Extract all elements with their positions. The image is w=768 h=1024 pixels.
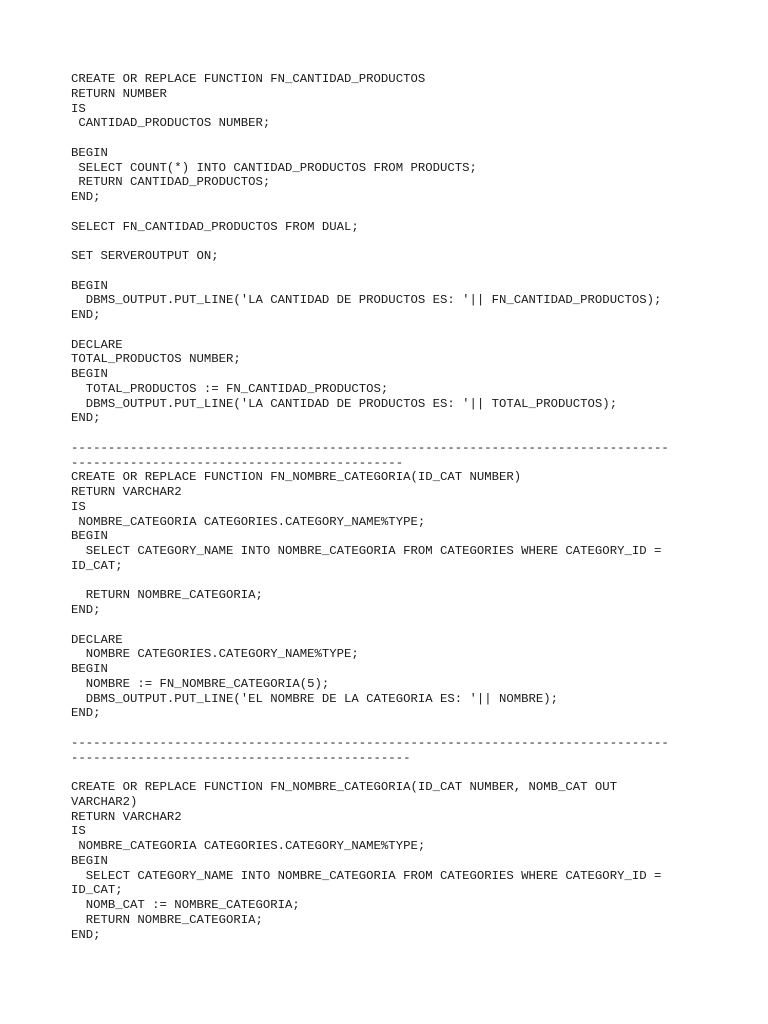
code-line: END; bbox=[71, 927, 101, 942]
code-line: DECLARE bbox=[71, 632, 123, 647]
code-line bbox=[71, 234, 669, 249]
code-line: SELECT COUNT(*) INTO CANTIDAD_PRODUCTOS FROM PRODUCTS; bbox=[71, 160, 477, 175]
code-line: END; bbox=[71, 308, 101, 322]
code-block bbox=[71, 72, 669, 942]
code-line: CREATE OR REPLACE FUNCTION FN_NOMBRE_CATEGORIA(ID_CAT NUMBER, NOMB_CAT OUT bbox=[71, 780, 618, 794]
code-line: --------------------------------------------------------------------------------- bbox=[71, 440, 669, 455]
code-line bbox=[71, 131, 669, 146]
code-line bbox=[71, 205, 669, 220]
code-line: VARCHAR2) bbox=[71, 794, 138, 809]
code-line: END; bbox=[71, 411, 101, 426]
code-line: NOMBRE_CATEGORIA CATEGORIES.CATEGORY_NAME%TYPE; bbox=[71, 839, 426, 853]
code-line: END; bbox=[71, 706, 101, 721]
code-line: RETURN NOMBRE_CATEGORIA; bbox=[71, 588, 263, 603]
code-line: END; bbox=[71, 603, 101, 617]
code-line: SELECT CATEGORY_NAME INTO NOMBRE_CATEGORIA FROM CATEGORIES WHERE CATEGORY_ID = bbox=[71, 868, 662, 883]
code-line: TOTAL_PRODUCTOS := FN_CANTIDAD_PRODUCTOS; bbox=[71, 381, 389, 396]
code-line: NOMB_CAT := NOMBRE_CATEGORIA; bbox=[71, 898, 300, 912]
code-line: END; bbox=[71, 190, 101, 204]
code-line: BEGIN bbox=[71, 145, 108, 160]
code-line: TOTAL_PRODUCTOS NUMBER; bbox=[71, 352, 241, 367]
code-line: RETURN NOMBRE_CATEGORIA; bbox=[71, 912, 263, 927]
code-line: --------------------------------------------------------------------------------- bbox=[71, 735, 669, 750]
code-line: CREATE OR REPLACE FUNCTION FN_CANTIDAD_PRODUCTOS bbox=[71, 72, 426, 86]
code-line: IS bbox=[71, 824, 86, 839]
code-line: SELECT FN_CANTIDAD_PRODUCTOS FROM DUAL; bbox=[71, 219, 359, 234]
code-line: SET SERVEROUTPUT ON; bbox=[71, 249, 219, 263]
code-line bbox=[71, 574, 669, 589]
code-line: ID_CAT; bbox=[71, 883, 123, 898]
code-line: DECLARE bbox=[71, 337, 123, 352]
code-line: DBMS_OUTPUT.PUT_LINE('LA CANTIDAD DE PRODUCTOS ES: '|| TOTAL_PRODUCTOS); bbox=[71, 396, 618, 411]
code-line bbox=[71, 721, 669, 736]
code-line: IS bbox=[71, 499, 86, 514]
code-line: ID_CAT; bbox=[71, 558, 123, 573]
code-line: RETURN CANTIDAD_PRODUCTOS; bbox=[71, 175, 271, 190]
code-line: SELECT CATEGORY_NAME INTO NOMBRE_CATEGORIA FROM CATEGORIES WHERE CATEGORY_ID = bbox=[71, 544, 662, 558]
code-line bbox=[71, 323, 669, 338]
code-line: RETURN VARCHAR2 bbox=[71, 809, 182, 824]
code-line: DBMS_OUTPUT.PUT_LINE('LA CANTIDAD DE PRODUCTOS ES: '|| FN_CANTIDAD_PRODUCTOS); bbox=[71, 293, 662, 308]
code-line: DBMS_OUTPUT.PUT_LINE('EL NOMBRE DE LA CATEGORIA ES: '|| NOMBRE); bbox=[71, 691, 559, 706]
code-line: RETURN NUMBER bbox=[71, 86, 167, 101]
code-line: BEGIN bbox=[71, 367, 108, 381]
code-line: NOMBRE_CATEGORIA CATEGORIES.CATEGORY_NAME%TYPE; bbox=[71, 514, 426, 529]
code-line: CANTIDAD_PRODUCTOS NUMBER; bbox=[71, 116, 271, 131]
code-line: --------------------------------------------- bbox=[71, 455, 404, 470]
code-line bbox=[71, 765, 669, 780]
code-line: BEGIN bbox=[71, 278, 108, 293]
code-line bbox=[71, 264, 669, 279]
code-line: BEGIN bbox=[71, 662, 108, 676]
code-line: IS bbox=[71, 101, 86, 116]
code-line bbox=[71, 426, 669, 441]
code-line: NOMBRE CATEGORIES.CATEGORY_NAME%TYPE; bbox=[71, 647, 359, 662]
code-line: NOMBRE := FN_NOMBRE_CATEGORIA(5); bbox=[71, 676, 330, 691]
code-line: ---------------------------------------------- bbox=[71, 750, 411, 765]
code-line bbox=[71, 618, 669, 633]
code-line: RETURN VARCHAR2 bbox=[71, 485, 182, 499]
code-line: CREATE OR REPLACE FUNCTION FN_NOMBRE_CATEGORIA(ID_CAT NUMBER) bbox=[71, 470, 522, 485]
code-line: BEGIN bbox=[71, 853, 108, 868]
code-line: BEGIN bbox=[71, 529, 108, 544]
